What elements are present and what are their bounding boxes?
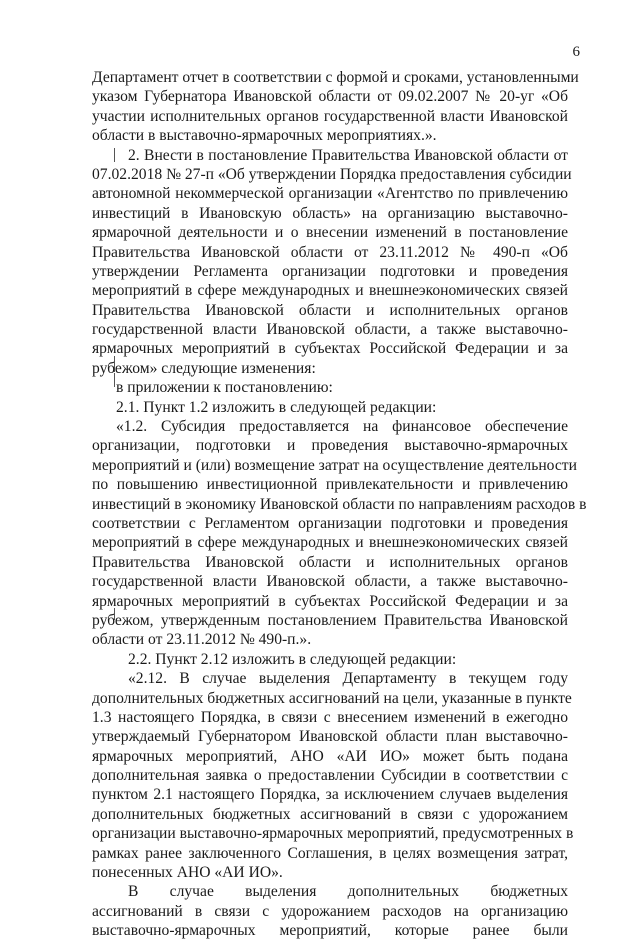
- text-line: указом Губернатора Ивановской области от 09.02.2007 № 20-уг «Об: [92, 88, 568, 106]
- text-line: Правительства Ивановской области от 23.11.2012 № 490-п «Об: [92, 243, 568, 261]
- text-line: соответствии с Регламентом организации подготовки и проведения: [92, 514, 568, 532]
- text-line: мероприятий в сфере международных и внешнеэкономических связей: [92, 282, 568, 300]
- document-text: [92, 68, 587, 941]
- text-line: ярмарочных мероприятий в субъектах Российской Федерации и за: [92, 340, 568, 358]
- text-line: ярмарочных мероприятий в субъектах Российской Федерации и за: [92, 592, 568, 610]
- text-line: дополнительная заявка о предоставлении Субсидии в соответствии с: [92, 767, 568, 785]
- text-line: рамках ранее заключенного Соглашения, в целях возмещения затрат,: [92, 844, 568, 862]
- text-line: дополнительных бюджетных ассигнований на цели, указанные в пункте: [92, 689, 572, 707]
- text-line: ярмарочных мероприятий, АНО «АИ ИО» может быть подана: [92, 747, 568, 765]
- text-line: Правительства Ивановской области и исполнительных органов: [92, 301, 568, 319]
- text-line: государственной власти Ивановской области, а также выставочно-: [92, 573, 568, 591]
- text-line: инвестиций в экономику Ивановской области по направлениям расходов в: [92, 495, 587, 513]
- text-line: участии исполнительных органов государственной власти Ивановской: [92, 107, 568, 125]
- text-line: области в выставочно-ярмарочных мероприятиях.».: [92, 127, 437, 145]
- text-line: В случае выделения дополнительных бюджетных: [128, 883, 568, 901]
- text-line: мероприятий в сфере международных и внешнеэкономических связей: [92, 534, 568, 552]
- text-line: в приложении к постановлению:: [116, 379, 333, 397]
- text-line: Департамент отчет в соответствии с формой и сроками, установленными: [92, 69, 579, 86]
- text-line: дополнительных бюджетных ассигнований в связи с удорожанием: [92, 805, 568, 823]
- text-line: выставочно-ярмарочных мероприятий, которые ранее были: [92, 922, 568, 940]
- text-line: утверждении Регламента организации подготовки и проведения: [92, 262, 568, 280]
- text-line: организации выставочно-ярмарочных мероприятий, предусмотренных в: [92, 825, 574, 843]
- text-line: 1.3 настоящего Порядка, в связи с внесением изменений в ежегодно: [92, 708, 568, 726]
- text-line: по повышению инвестиционной привлекательности и привлечению: [92, 476, 568, 494]
- text-line: государственной власти Ивановской области, а также выставочно-: [92, 321, 568, 339]
- text-line: пунктом 2.1 настоящего Порядка, за исключением случаев выделения: [92, 786, 568, 804]
- text-line: 2.2. Пункт 2.12 изложить в следующей редакции:: [128, 650, 457, 668]
- page-number: 6: [572, 44, 580, 60]
- text-line: «1.2. Субсидия предоставляется на финансовое обеспечение: [116, 418, 568, 436]
- text-line: организации, подготовки и проведения выставочно-ярмарочных: [92, 437, 568, 455]
- text-line: 07.02.2018 № 27-п «Об утверждении Порядка предоставления субсидии: [92, 165, 572, 183]
- text-line: «2.12. В случае выделения Департаменту в текущем году: [128, 670, 568, 688]
- text-line: понесенных АНО «АИ ИО».: [92, 864, 283, 882]
- text-line: 2.1. Пункт 1.2 изложить в следующей редакции:: [116, 398, 437, 416]
- text-line: ассигнований в связи с удорожанием расходов на организацию: [92, 902, 568, 920]
- text-line: ярмарочной деятельности и о внесении изменений в постановление: [92, 224, 568, 242]
- text-line: мероприятий и (или) возмещение затрат на осуществление деятельности: [92, 456, 577, 474]
- text-line: рубежом, утвержденным постановлением Правительства Ивановской: [92, 611, 568, 629]
- text-line: утверждаемый Губернатором Ивановской области план выставочно-: [92, 728, 568, 746]
- text-line: 2. Внести в постановление Правительства Ивановской области от: [128, 146, 568, 164]
- text-line: автономной некоммерческой организации «Агентство по привлечению: [92, 185, 568, 203]
- text-line: Правительства Ивановской области и исполнительных органов: [92, 553, 568, 571]
- text-line: области от 23.11.2012 № 490-п.».: [92, 631, 312, 649]
- text-line: рубежом» следующие изменения:: [92, 359, 316, 377]
- text-line: инвестиций в Ивановскую область» на организацию выставочно-: [92, 204, 568, 222]
